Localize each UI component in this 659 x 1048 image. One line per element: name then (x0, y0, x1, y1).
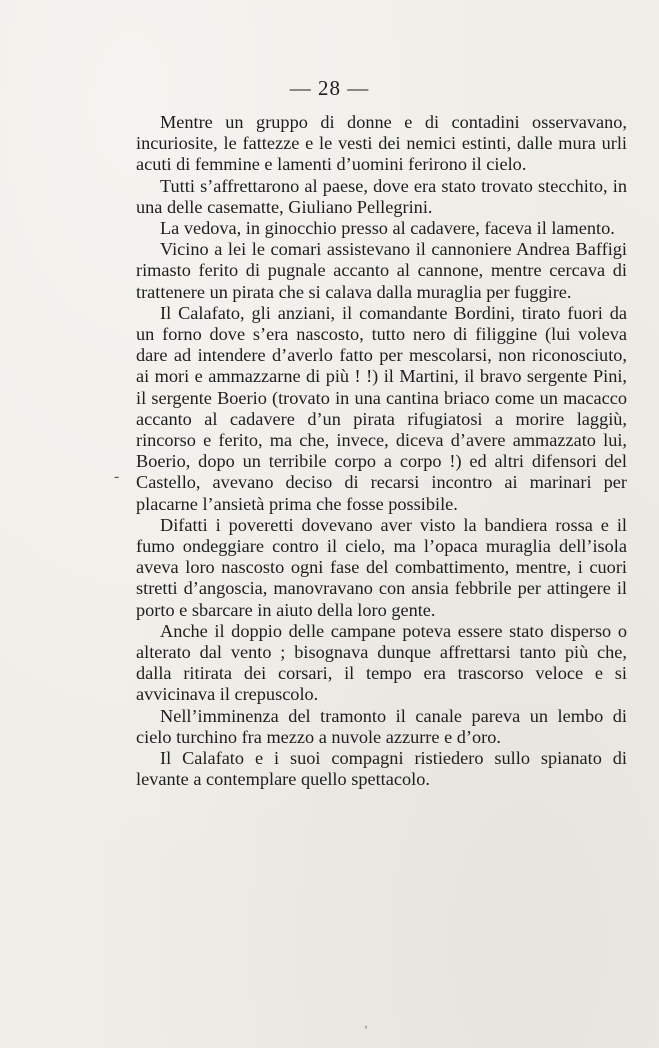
paragraph-4: Vicino a lei le comari assistevano il cannoniere Andrea Baffigi rimasto ferito di pugnale accanto al cannone, mentre cercava di trattenere un pirata che si calava dalla muraglia per fuggire. (136, 239, 627, 302)
paragraph-7: Anche il doppio delle campane poteva essere stato disperso o alterato dal vento ; bisognava dunque affrettarsi tanto più che, dalla ritirata dei corsari, il tempo era trascorso veloce e si avvicinava il crepuscolo. (136, 620, 627, 705)
paragraph-6: Difatti i poveretti dovevano aver visto la bandiera rossa e il fumo ondeggiare contro il cielo, ma l’opaca muraglia dell’isola aveva loro nascosto ogni fase del combattimento, mentre, i cuori stretti d’angoscia, manovravano con ansia febbrile per attingere il porto e sbarcare in aiuto della loro gente. (136, 514, 627, 620)
paragraph-8: Nell’imminenza del tramonto il canale pareva un lembo di cielo turchino fra mezzo a nuvole azzurre e d’oro. (136, 705, 627, 747)
margin-mark: - (114, 468, 120, 485)
text-body (136, 112, 627, 791)
paragraph-5: Il Calafato, gli anziani, il comandante Bordini, tirato fuori da un forno dove s’era nascosto, tutto nero di filiggine (lui voleva dare ad intendere d’averlo fatto per mescolarsi, non riconosciuto, ai mori e ammazzarne di più ! !) il Martini, il bravo sergente Pini, il sergente Boerio (trovato in una cantina briaco come un macacco accanto al cadavere d’un pirata rifugiatosi a morire laggiù, rincorso e ferito, ma che, invece, diceva d’avere ammazzato lui, Boerio, dopo un terribile corpo a corpo !) ed altri difensori del Castello, avevano deciso di recarsi incontro ai marinari per placarne l’ansietà prima che fosse possibile. (136, 302, 627, 514)
page-number: — 28 — (289, 76, 370, 100)
stray-mark: ‚ (364, 1016, 368, 1030)
paragraph-9: Il Calafato e i suoi compagni ristiedero sullo spianato di levante a contemplare quello spettacolo. (136, 748, 627, 790)
paragraph-2: Tutti s’affrettarono al paese, dove era stato trovato stecchito, in una delle casematte, Giuliano Pellegrini. (136, 175, 627, 217)
paragraph-3: La vedova, in ginocchio presso al cadavere, faceva il lamento. (160, 218, 615, 239)
paragraph-1: Mentre un gruppo di donne e di contadini osservavano, incuriosite, le fattezze e le vesti dei nemici estinti, dalle mura urli acuti di femmine e lamenti d’uomini ferirono il cielo. (136, 112, 627, 175)
